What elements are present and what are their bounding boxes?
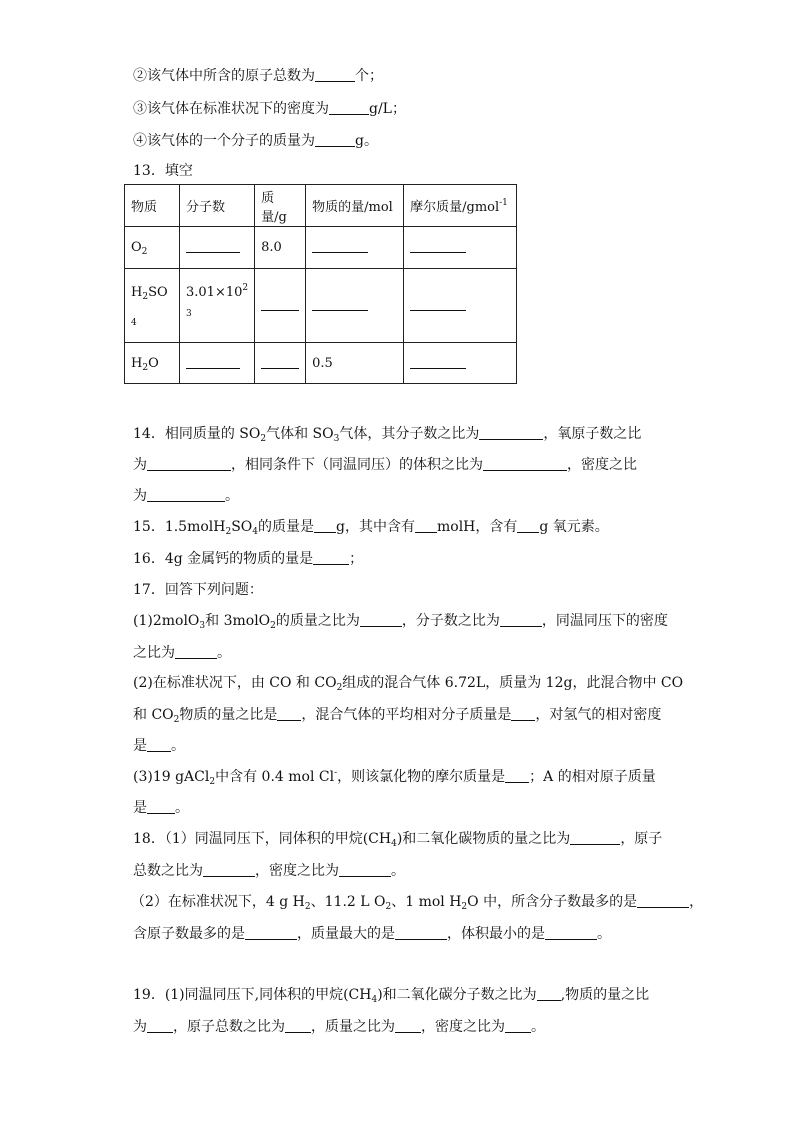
q17-text: 和 CO (133, 707, 174, 723)
q15-line (133, 518, 609, 536)
cell-blank[interactable] (404, 269, 517, 343)
q16-text: 16．4g 金属钙的物质的量是 (133, 551, 314, 567)
q17-text: 之比为 (133, 645, 175, 661)
cell-amount: 0.5 (306, 343, 404, 384)
q18-text: 。 (597, 926, 611, 942)
q17-part-2-line-2 (133, 706, 661, 724)
subscript: 4 (252, 527, 259, 537)
answer-blank[interactable] (410, 242, 466, 253)
answer-blank[interactable] (637, 894, 689, 908)
formula-part: O (131, 240, 142, 255)
answer-blank[interactable] (175, 645, 217, 659)
q17-text: ，对氢气的相对密度 (535, 707, 662, 723)
q17-text: 和 3molO (205, 613, 271, 629)
answer-blank[interactable] (147, 738, 171, 752)
q14-text: 为 (133, 488, 147, 504)
subscript: 2 (270, 621, 276, 631)
q17-part-1-line-2 (133, 644, 231, 662)
q18-text: ， (689, 894, 704, 910)
q17-text: ，则该氯化物的摩尔质量是 (337, 769, 506, 785)
q14-text: ，氧原子数之比 (543, 426, 642, 442)
q19-text: ，原子总数之比为 (173, 1019, 285, 1035)
q15-text: molH，含有 (437, 519, 518, 535)
q19-text: ，密度之比为 (421, 1019, 505, 1035)
q19-text: 。 (531, 1019, 545, 1035)
cell-substance-h2o (125, 343, 180, 384)
q13-title: 13．填空 (133, 163, 193, 179)
q15-text: g 氧元素。 (539, 519, 609, 535)
q18-text: 含原子数最多的是 (133, 926, 245, 942)
q17-text: 物质的量之比是 (179, 707, 278, 723)
q19-line-1 (133, 986, 649, 1004)
q19-text: 19．(1)同温同压下,同体积的甲烷(CH (133, 987, 372, 1003)
answer-blank[interactable] (314, 519, 336, 533)
subscript: 2 (461, 902, 468, 912)
q18-line-4 (133, 925, 611, 943)
q14-text: 气体，其分子数之比为 (339, 426, 480, 442)
q17-text: ，分子数之比为 (401, 613, 500, 629)
q19-text: ,物质的量之比 (560, 987, 650, 1003)
cell-blank[interactable] (255, 269, 306, 343)
answer-blank[interactable] (312, 300, 368, 311)
q17-part-2-line-1 (133, 674, 683, 692)
header-molecule-count: 分子数 (180, 185, 255, 227)
header-substance: 物质 (125, 185, 180, 227)
answer-blank[interactable] (203, 863, 255, 877)
answer-blank[interactable] (339, 863, 391, 877)
subscript: 2 (304, 902, 311, 912)
q12-item-3-unit: g/L； (369, 101, 406, 117)
q19-line-2 (133, 1018, 545, 1036)
formula-part: O (148, 355, 159, 371)
q17-text: 。 (171, 738, 185, 754)
q17-text: (1)2molO (133, 613, 200, 629)
q14-line-1 (133, 425, 641, 443)
q13-table (124, 184, 517, 384)
answer-blank[interactable] (261, 300, 299, 311)
formula-subscript: 2 (141, 247, 148, 257)
formula-part: SO (148, 284, 168, 300)
answer-blank[interactable] (147, 800, 175, 814)
formula-part: H (131, 284, 143, 300)
q12-item-2-unit: 个； (355, 68, 383, 84)
q16-line (133, 550, 363, 568)
subscript: 4 (371, 995, 378, 1005)
formula-part: H (131, 355, 143, 371)
subscript: 2 (336, 683, 343, 693)
q17-text: 是 (133, 800, 147, 816)
subscript: 2 (209, 777, 216, 787)
q19-text: 为 (133, 1019, 147, 1035)
answer-blank[interactable] (312, 242, 368, 253)
answer-blank[interactable] (479, 426, 543, 440)
answer-blank[interactable] (313, 551, 349, 565)
formula-subscript: 2 (142, 362, 149, 373)
q17-text: ，同温同压下的密度 (541, 613, 668, 629)
q18-text: 18．（1）同温同压下，同体积的甲烷(CH (133, 831, 392, 847)
cell-substance-o2 (125, 227, 180, 269)
q14-text: 14．相同质量的 SO (133, 426, 261, 442)
q17-title: 17．回答下列问题： (133, 582, 263, 598)
subscript: 4 (391, 839, 397, 849)
answer-blank[interactable] (186, 242, 240, 253)
subscript: 3 (333, 434, 340, 444)
formula-subscript: 4 (131, 317, 137, 328)
subscript: 2 (225, 527, 232, 537)
answer-blank[interactable] (395, 926, 447, 940)
cell-blank[interactable] (255, 343, 306, 384)
q18-line-2 (133, 862, 405, 880)
q12-item-2-text: ②该气体中所含的原子总数为 (133, 68, 315, 84)
q18-text: ，质量最大的是 (297, 926, 395, 942)
answer-blank[interactable] (360, 613, 402, 627)
header-amount: 物质的量/mol (306, 185, 404, 227)
q18-text: 。 (391, 863, 405, 879)
q16-text: ； (349, 551, 364, 567)
q17-text: (2)在标准状况下，由 CO 和 CO (133, 675, 337, 691)
q15-text: 15．1.5molH (133, 519, 226, 535)
answer-blank[interactable] (147, 457, 231, 471)
q12-item-4 (133, 132, 378, 150)
answer-blank[interactable] (147, 1019, 173, 1033)
subscript: 3 (199, 621, 206, 631)
answer-blank[interactable] (570, 831, 620, 845)
subscript: 2 (260, 434, 267, 444)
q12-item-4-text: ④该气体的一个分子的质量为 (133, 133, 315, 149)
q14-text: 。 (225, 488, 239, 504)
q15-text: g，其中含有 (336, 519, 415, 535)
cell-blank[interactable] (404, 343, 517, 384)
answer-blank[interactable] (511, 707, 535, 721)
subscript: 2 (173, 715, 180, 725)
q18-text: 总数之比为 (133, 863, 203, 879)
q18-text: 、11.2 L O (310, 894, 386, 910)
q18-text: 、1 mol H (391, 894, 462, 910)
answer-blank[interactable] (147, 488, 225, 502)
answer-blank[interactable] (395, 1019, 421, 1033)
q14-line-3 (133, 487, 239, 505)
answer-blank[interactable] (245, 926, 297, 940)
cell-molecule-count (180, 269, 255, 343)
answer-blank[interactable] (500, 613, 542, 627)
header-mass: 质量/g (255, 185, 306, 227)
q17-part-3-line-1 (133, 768, 656, 786)
count-exponent-wrap: 3 (186, 308, 192, 319)
answer-blank[interactable] (415, 519, 437, 533)
q14-line-2 (133, 456, 637, 474)
q18-text: （2）在标准状况下，4 g H (131, 894, 305, 910)
q14-text: ，密度之比 (567, 457, 637, 473)
q14-text: 气体和 SO (266, 426, 334, 442)
answer-blank[interactable] (285, 1019, 311, 1033)
q12-item-3-blank[interactable] (329, 101, 369, 115)
count-text: 3.01×10 (186, 284, 243, 300)
q15-text: SO (231, 519, 253, 535)
q17-text: ，混合气体的平均相对分子质量是 (301, 707, 512, 723)
answer-blank[interactable] (410, 300, 466, 311)
q17-text: 的质量之比为 (275, 613, 360, 629)
q18-line-1 (133, 830, 662, 848)
q18-text: ，原子 (620, 831, 663, 847)
q15-text: 的质量是 (258, 519, 315, 535)
cell-blank[interactable] (306, 227, 404, 269)
header-molar-mass (404, 185, 517, 227)
q17-text: (3)19 gACl (133, 769, 210, 785)
cell-substance-h2so4 (125, 269, 180, 343)
table-row (125, 343, 517, 384)
q17-text: 组成的混合气体 6.72L，质量为 12g，此混合物中 CO (342, 675, 684, 691)
count-exponent: 2 (242, 282, 249, 293)
header-molar-mass-exp: -1 (499, 198, 508, 208)
answer-blank[interactable] (517, 519, 539, 533)
table-header-row (125, 185, 517, 227)
cell-blank[interactable] (306, 269, 404, 343)
q18-text: O 中，所含分子数最多的是 (467, 894, 638, 910)
subscript: 2 (385, 902, 392, 912)
q12-item-3 (133, 100, 406, 118)
q17-text: ；A 的相对原子质量 (529, 769, 656, 785)
answer-blank[interactable] (277, 707, 301, 721)
header-molar-mass-text: 摩尔质量/gmol (410, 200, 500, 215)
q12-item-3-text: ③该气体在标准状况下的密度为 (133, 101, 329, 117)
q12-item-2 (133, 67, 383, 85)
q12-item-4-blank[interactable] (315, 133, 355, 147)
cell-blank[interactable] (404, 227, 517, 269)
answer-blank[interactable] (186, 358, 240, 369)
q14-text: 为 (133, 457, 147, 473)
formula-subscript: 2 (142, 291, 149, 302)
superscript: - (334, 768, 338, 778)
q18-text: ，体积最小的是 (447, 926, 545, 942)
answer-blank[interactable] (410, 358, 466, 369)
q17-text: 。 (217, 645, 231, 661)
cell-blank[interactable] (180, 227, 255, 269)
answer-blank[interactable] (505, 1019, 531, 1033)
q17-part-3-line-2 (133, 799, 189, 817)
table-row (125, 227, 517, 269)
q17-text: 。 (175, 800, 189, 816)
cell-mass: 8.0 (255, 227, 306, 269)
q17-part-1-line-1 (133, 612, 668, 630)
q14-text: ，相同条件下（同温同压）的体积之比为 (231, 457, 483, 473)
cell-blank[interactable] (180, 343, 255, 384)
answer-blank[interactable] (261, 358, 299, 369)
q17-text: 是 (133, 738, 147, 754)
table-row (125, 269, 517, 343)
q12-item-2-blank[interactable] (315, 68, 355, 82)
answer-blank[interactable] (483, 457, 567, 471)
q17-text: 中含有 0.4 mol Cl (215, 769, 335, 785)
q19-text: )和二氧化碳分子数之比为 (377, 987, 537, 1003)
answer-blank[interactable] (505, 769, 529, 783)
answer-blank[interactable] (537, 987, 561, 1001)
q18-text: ，密度之比为 (255, 863, 339, 879)
q17-part-2-line-3 (133, 737, 185, 755)
q18-text: )和二氧化碳物质的量之比为 (396, 831, 571, 847)
answer-blank[interactable] (545, 926, 597, 940)
q12-item-4-unit: g。 (355, 133, 378, 149)
q19-text: ，质量之比为 (311, 1019, 395, 1035)
q18-line-3 (131, 893, 703, 911)
